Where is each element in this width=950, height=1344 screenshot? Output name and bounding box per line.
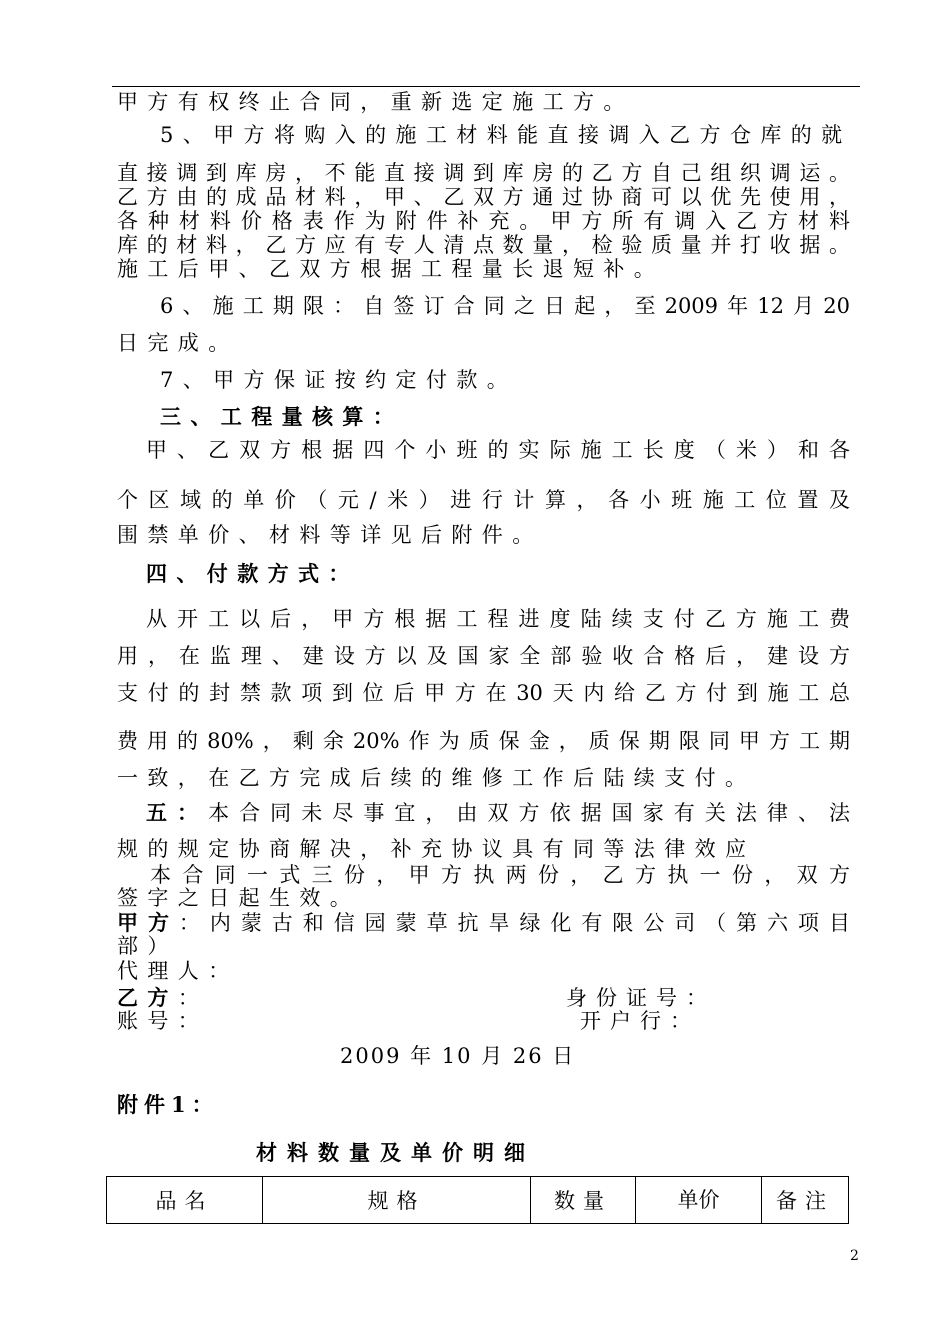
table-title: 材料数量及单价明细: [256, 1140, 535, 1165]
header-rule: [112, 86, 860, 87]
materials-table: [106, 1176, 849, 1224]
table-header-row: [107, 1177, 849, 1224]
header-cell-spec: 规格: [263, 1177, 531, 1224]
copies-line: 本合同一式三份，甲方执两份，乙方执一份，双方: [150, 863, 850, 887]
text-line: 规的规定协商解决，补充协议具有同等法律效应: [117, 837, 756, 861]
text-line: 支付的封禁款项到位后甲方在30天内给乙方付到施工总: [117, 681, 850, 705]
text-line: 甲方有权终止合同，重新选定施工方。: [117, 90, 634, 114]
header-cell-name: 品名: [107, 1177, 263, 1224]
section-five-line: [146, 800, 850, 826]
text-line: 围禁单价、材料等详见后附件。: [117, 523, 543, 547]
section-five-label: 五：: [146, 800, 209, 825]
text-line: 5、甲方将购入的施工材料能直接调入乙方仓库的就: [160, 123, 852, 147]
party-b-label: 乙方: [117, 985, 178, 1010]
text-line: 甲、乙双方根据四个小班的实际施工长度（米）和各: [146, 438, 850, 462]
bank-label: 开户行：: [580, 1009, 700, 1033]
page-number: 2: [850, 1248, 859, 1264]
party-a-label: 甲方: [117, 910, 179, 935]
text-line: 费用的80%，剩余20%作为质保金，质保期限同甲方工期: [117, 729, 850, 753]
attachment-label: 附件1：: [117, 1092, 219, 1117]
text-line: 从开工以后，甲方根据工程进度陆续支付乙方施工费: [146, 607, 850, 631]
agent-label: 代理人：: [117, 959, 239, 983]
text-line: 各种材料价格表作为附件补充。甲方所有调入乙方材料: [117, 209, 850, 233]
signing-date: 2009 年 10 月 26 日: [340, 1044, 576, 1068]
section-heading: 四、付款方式：: [146, 561, 359, 586]
header-cell-quantity: 数量: [531, 1177, 636, 1224]
text-line: 日完成。: [117, 331, 239, 355]
header-cell-remarks: 备注: [762, 1177, 849, 1224]
party-a-cont: 部）: [117, 934, 178, 958]
copies-line: 签字之日起生效。: [117, 886, 361, 910]
id-number-label: 身份证号：: [566, 986, 716, 1010]
party-b-colon: ：: [177, 986, 209, 1010]
section-five-text: 本合同未尽事宜，由双方依据国家有关法律、法: [208, 801, 850, 825]
text-line: 乙方由的成品材料，甲、乙双方通过协商可以优先使用，: [117, 185, 850, 209]
text-line: 6、施工期限：自签订合同之日起，至2009年12月20: [160, 294, 850, 318]
party-a-value: ：内蒙古和信园蒙草抗旱绿化有限公司（第六项目: [178, 911, 850, 935]
text-line: 直接调到库房，不能直接调到库房的乙方自己组织调运。: [117, 161, 850, 185]
text-line: 7、甲方保证按约定付款。: [160, 368, 518, 392]
account-label: 账号：: [117, 1009, 209, 1033]
text-line: 用，在监理、建设方以及国家全部验收合格后，建设方: [117, 644, 850, 668]
text-line: 个区域的单价（元/米）进行计算，各小班施工位置及: [117, 488, 850, 512]
text-line: 施工后甲、乙双方根据工程量长退短补。: [117, 257, 665, 281]
header-cell-unit-price: 单价: [636, 1177, 762, 1224]
text-line: 一致，在乙方完成后续的维修工作后陆续支付。: [117, 766, 756, 790]
text-line: 库的材料，乙方应有专人清点数量，检验质量并打收据。: [117, 233, 850, 257]
section-heading: 三、工程量核算：: [160, 404, 404, 429]
